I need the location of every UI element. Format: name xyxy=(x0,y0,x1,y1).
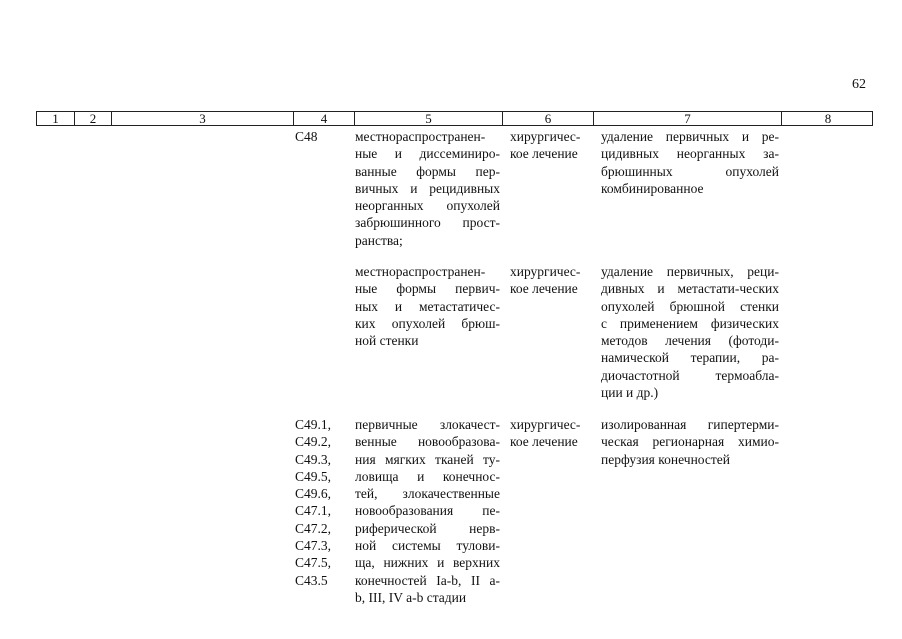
condition-line: местнораспространен- xyxy=(355,129,486,144)
condition-line: венные новообразова- xyxy=(355,434,500,450)
condition-line: ной системы тулови- xyxy=(355,538,500,554)
condition-line: ные и диссеминиро- xyxy=(355,146,500,162)
condition-line: ния мягких тканей ту- xyxy=(355,451,500,467)
row-2-method xyxy=(601,263,779,401)
treatment-line: кое лечение xyxy=(510,281,578,297)
method-line: с применением физических xyxy=(601,315,779,331)
condition-line: ных и метастатичес- xyxy=(355,298,500,314)
condition-line: ванные формы пер- xyxy=(355,163,500,179)
treatment-line: хирургичес- xyxy=(510,264,581,279)
row-3-method xyxy=(601,416,779,468)
condition-line: b, III, IV a-b стадии xyxy=(355,589,467,605)
row-2-treatment xyxy=(510,263,590,298)
header-col-8: 8 xyxy=(781,112,874,125)
condition-line: забрюшинного прост- xyxy=(355,215,500,231)
header-col-2: 2 xyxy=(74,112,111,125)
row-3-treatment xyxy=(510,416,590,451)
code: C47.2, xyxy=(295,520,332,536)
condition-line: вичных и рецидивных xyxy=(355,180,500,196)
method-line: удаление первичных и ре- xyxy=(601,129,779,144)
code: C48 xyxy=(295,129,318,144)
method-line: удаление первичных, реци- xyxy=(601,264,779,279)
table-header-row xyxy=(36,111,873,126)
method-line: дивных и метастати-ческих xyxy=(601,281,779,297)
row-1-treatment xyxy=(510,128,590,163)
treatment-line: хирургичес- xyxy=(510,417,581,432)
row-1-codes xyxy=(295,128,351,145)
condition-line: новообразования пе- xyxy=(355,503,500,519)
code: C49.3, xyxy=(295,451,332,467)
code: C49.1, xyxy=(295,417,332,432)
method-line: цидивных неорганных за- xyxy=(601,146,779,162)
header-col-6: 6 xyxy=(502,112,593,125)
code: C49.6, xyxy=(295,486,332,502)
condition-line: неорганных опухолей xyxy=(355,198,500,214)
code: C47.1, xyxy=(295,503,332,519)
row-3-codes xyxy=(295,416,351,589)
method-line: изолированная гипертерми- xyxy=(601,417,779,432)
condition-line: ранства; xyxy=(355,232,403,248)
row-1-condition xyxy=(355,128,500,249)
treatment-line: кое лечение xyxy=(510,434,578,450)
header-col-1: 1 xyxy=(52,111,59,126)
method-line: ческая регионарная химио- xyxy=(601,434,779,450)
condition-line: конечностей Ia-b, II a- xyxy=(355,572,500,588)
method-line: диочастотной термоабла- xyxy=(601,367,779,383)
method-line: комбинированное xyxy=(601,180,704,196)
code: C47.5, xyxy=(295,555,332,571)
header-col-5: 5 xyxy=(354,112,502,125)
code: C47.3, xyxy=(295,538,332,554)
method-line: перфузия конечностей xyxy=(601,451,730,467)
method-line: брюшинных опухолей xyxy=(601,163,779,179)
code: C49.5, xyxy=(295,468,332,484)
method-line: ции и др.) xyxy=(601,385,659,401)
row-1-method xyxy=(601,128,779,197)
condition-line: тей, злокачественные xyxy=(355,486,500,502)
condition-line: ные формы первич- xyxy=(355,281,500,297)
row-3-condition xyxy=(355,416,500,606)
code: C43.5 xyxy=(295,572,328,588)
method-line: намической терапии, ра- xyxy=(601,350,779,366)
condition-line: ких опухолей брюш- xyxy=(355,315,500,331)
condition-line: ной стенки xyxy=(355,333,419,349)
condition-line: ловища и конечнос- xyxy=(355,468,500,484)
condition-line: местнораспространен- xyxy=(355,264,486,279)
header-col-7: 7 xyxy=(593,112,781,125)
treatment-line: кое лечение xyxy=(510,146,578,162)
page-number: 62 xyxy=(852,77,866,92)
row-2-condition xyxy=(355,263,500,349)
treatment-line: хирургичес- xyxy=(510,129,581,144)
code: C49.2, xyxy=(295,434,332,450)
condition-line: ща, нижних и верхних xyxy=(355,555,500,571)
header-col-3: 3 xyxy=(111,112,293,125)
condition-line: первичные злокачест- xyxy=(355,417,500,432)
method-line: методов лечения (фотоди- xyxy=(601,333,779,349)
method-line: опухолей брюшной стенки xyxy=(601,298,779,314)
condition-line: риферической нерв- xyxy=(355,520,500,536)
header-col-4: 4 xyxy=(293,112,354,125)
